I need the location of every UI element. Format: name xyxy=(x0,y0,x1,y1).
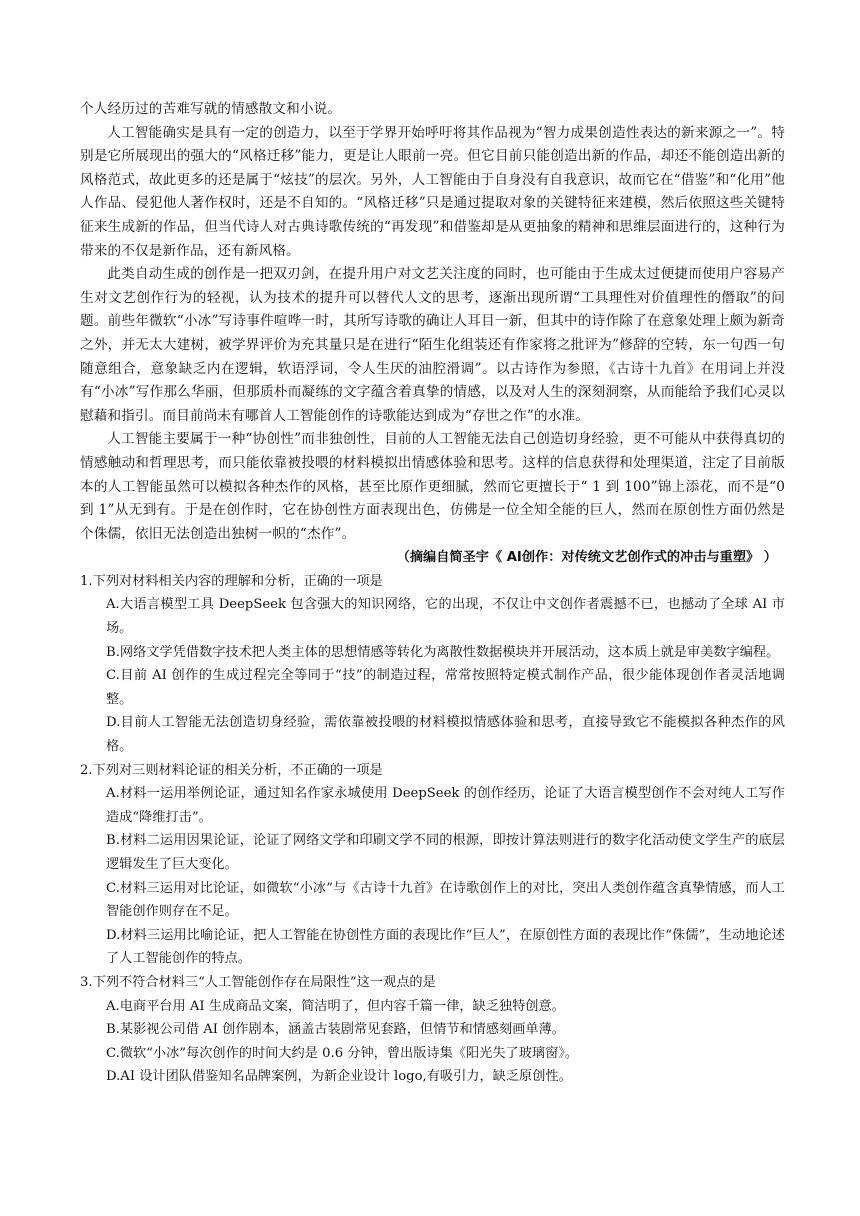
option-d: D.AI 设计团队借鉴知名品牌案例，为新企业设计 logo,有吸引力，缺乏原创性。 xyxy=(106,1069,572,1085)
option-a: A.大语言模型工具 DeepSeek 包含强大的知识网络，它的出现，不仅让中文创作者震撼不已，也撼动了全球 AI 市场。 xyxy=(106,597,785,637)
option-c: C.微软“小冰”每次创作的时间大约是 0.6 分钟，曾出版诗集《阳光失了玻璃窗》。 xyxy=(106,1045,579,1061)
passage-paragraph: 此类自动生成的创作是一把双刃剑，在提升用户对文艺关注度的同时，也可能由于生成太过便捷而使用户容易产生对文艺创作行为的轻视，认为技术的提升可以替代人文的思考，逐渐出现所谓“工具理性对价值理性的僭取”的问题。前些年微软“小冰”写诗事件喧哗一时，其所写诗歌的确让人耳目一新，但其中的诗作除了在意象处理上颇为新奇之外，并无太大建树，被学界评价为充其量只是在进行“陌生化组装还有作家将之批评为”修辞的空转，东一句西一句随意组合，意象缺乏内在逻辑，软语浮词，令人生厌的油腔滑调”。以古诗作为参照，《古诗十九首》在用词上并没有“小冰”写作那么华丽，但那质朴而凝练的文字蕴含着真挚的情感，以及对人生的深刻洞察，从而能给予我们心灵以慰藉和指引。而目前尚未有哪首人工智能创作的诗歌能达到成为“存世之作”的水准。 xyxy=(80,266,785,424)
option-c: C.材料三运用对比论证，如微软“小冰”与《古诗十九首》在诗歌创作上的对比，突出人类创作蕴含真挚情感，而人工智能创作则存在不足。 xyxy=(106,880,785,920)
passage-paragraph: 人工智能主要属于一种“协创性”而非独创性，目前的人工智能无法自己创造切身经验，更不可能从中获得真切的情感触动和哲理思考，而只能依靠被投喂的材料模拟出情感体验和思考。这样的信息获得和处理渠道，注定了目前版本的人工智能虽然可以模拟各种杰作的风格，甚至比原作更细腻，然而它更擅长于“ 1 到 100”锦上添花，而不是“0 到 1”从无到有。于是在创作时，它在协创性方面表现出色，仿佛是一位全知全能的巨人，然而在原创性方面仍然是个侏儒，依旧无法创造出独树一帜的“杰作”。 xyxy=(80,431,785,542)
option-b: B.材料二运用因果论证，论证了网络文学和印刷文学不同的根源，即按计算法则进行的数字化活动使文学生产的底层逻辑发生了巨大变化。 xyxy=(106,833,785,872)
source-citation: （摘编自简圣宇《 AI创作：对传统文艺创作式的冲击与重塑》 ） xyxy=(396,550,777,566)
question-stem: 1.下列对材料相关内容的理解和分析，正确的一项是 xyxy=(80,573,383,589)
passage-paragraph: 个人经历过的苦难写就的情感散文和小说。 xyxy=(80,101,342,117)
question-2 xyxy=(80,759,785,971)
option-a: A.材料一运用举例论证，通过知名作家永城使用 DeepSeek 的创作经历，论证了大语言模型创作不会对纯人工写作造成“降维打击”。 xyxy=(106,786,785,825)
question-stem: 3.下列不符合材料三“人工智能创作存在局限性”这一观点的是 xyxy=(80,974,436,990)
option-c: C.目前 AI 创作的生成过程完全等同于“技”的制造过程，常常按照特定模式制作产品，很少能体现创作者灵活地调整。 xyxy=(106,668,785,707)
option-d: D.目前人工智能无法创造切身经验，需依靠被投喂的材料模拟情感体验和思考，直接导致它不能模拟各种杰作的风格。 xyxy=(106,715,785,755)
document-page xyxy=(80,98,785,1089)
option-b: B.某影视公司借 AI 创作剧本，涵盖古装剧常见套路，但情节和情感刻画单薄。 xyxy=(106,1022,565,1038)
question-stem: 2.下列对三则材料论证的相关分析，不正确的一项是 xyxy=(80,762,383,778)
question-1 xyxy=(80,570,785,759)
option-b: B.网络文学凭借数字技术把人类主体的思想情感等转化为离散性数据模块并开展活动，这本质上就是审美数字编程。 xyxy=(106,644,780,660)
option-a: A.电商平台用 AI 生成商品文案，简洁明了，但内容千篇一律，缺乏独特创意。 xyxy=(106,998,565,1014)
question-3 xyxy=(80,971,785,1089)
option-d: D.材料三运用比喻论证，把人工智能在协创性方面的表现比作“巨人”，在原创性方面的表现比作“侏儒”，生动地论述了人工智能创作的特点。 xyxy=(106,927,785,967)
passage-paragraph: 人工智能确实是具有一定的创造力，以至于学界开始呼吁将其作品视为“智力成果创造性表达的新来源之一”。特别是它所展现出的强大的“风格迁移”能力，更是让人眼前一亮。但它目前只能创造出新的作品，却还不能创造出新的风格范式，故此更多的还是属于“炫技”的层次。另外，人工智能由于自身没有自我意识，故而它在“借鉴”和“化用”他人作品、侵犯他人著作权时，还是不自知的。“风格迁移”只是通过提取对象的关键特征来建模，然后依照这些关键特征来生成新的作品，但当代诗人对古典诗歌传统的“再发现”和借鉴却是从更抽象的精神和思维层面进行的，这种行为带来的不仅是新作品，还有新风格。 xyxy=(80,124,785,259)
